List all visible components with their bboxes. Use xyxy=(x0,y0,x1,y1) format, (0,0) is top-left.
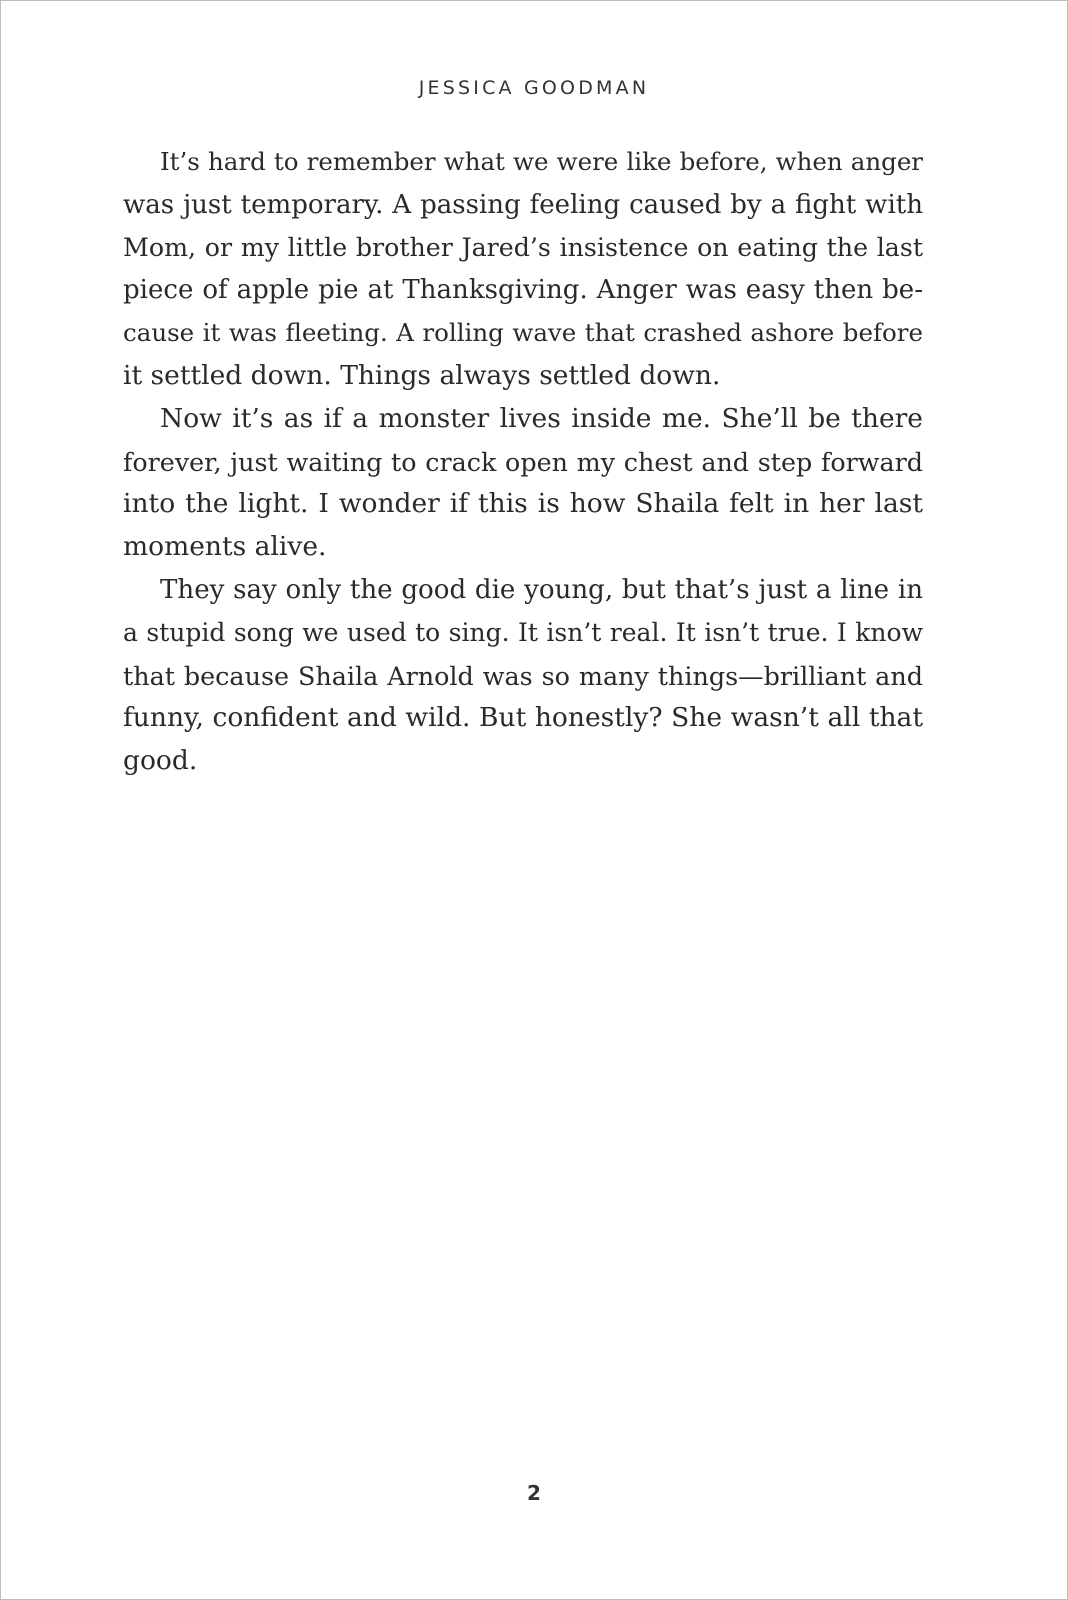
text-line: It’s hard to remember what we were like before, when anger xyxy=(160,147,923,176)
body-text xyxy=(123,141,923,783)
text-line: funny, confident and wild. But honestly? She wasn’t all that xyxy=(123,702,923,734)
text-line: good. xyxy=(123,745,198,777)
running-head-author: JESSICA GOODMAN xyxy=(418,77,650,99)
text-line: Now it’s as if a monster lives inside me. She’ll be there xyxy=(160,402,923,434)
paragraph-3 xyxy=(123,569,923,783)
paragraph-2 xyxy=(123,398,923,569)
text-line: was just temporary. A passing feeling caused by a fight with xyxy=(123,189,923,220)
text-line: They say only the good die young, but that’s just a line in xyxy=(160,574,923,605)
text-line: into the light. I wonder if this is how Shaila felt in her last xyxy=(123,488,923,520)
text-line: cause it was fleeting. A rolling wave that crashed ashore before xyxy=(123,318,923,348)
text-line: moments alive. xyxy=(123,531,327,563)
paragraph-1 xyxy=(123,141,923,398)
text-line: that because Shaila Arnold was so many things—brilliant and xyxy=(123,660,923,691)
text-line: forever, just waiting to crack open my chest and step forward xyxy=(123,446,923,477)
page-number: 2 xyxy=(527,1481,541,1505)
text-line: a stupid song we used to sing. It isn’t real. It isn’t true. I know xyxy=(123,617,923,647)
text-line: piece of apple pie at Thanksgiving. Anger was easy then be- xyxy=(123,275,923,306)
text-line: it settled down. Things always settled down. xyxy=(123,359,721,391)
text-line: Mom, or my little brother Jared’s insistence on eating the last xyxy=(123,232,923,262)
